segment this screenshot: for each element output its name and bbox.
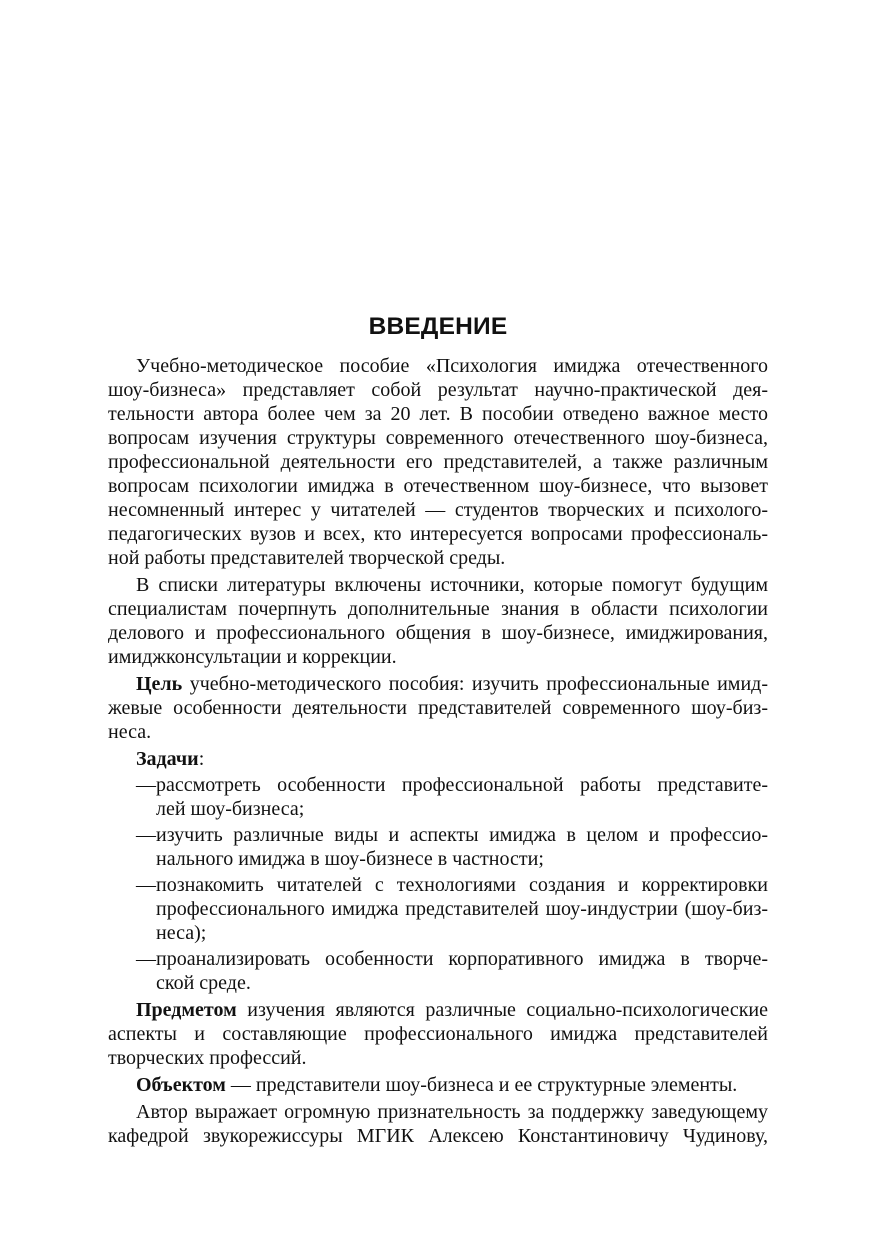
- object-text: — представители шоу-бизнеса и ее структурные элементы.: [225, 1074, 738, 1096]
- text-line: профессионального имиджа представителей шоу-индустрии (шоу-биз-: [156, 898, 768, 920]
- text-line: неса.: [108, 721, 152, 743]
- paragraph-literature: [108, 573, 768, 669]
- list-dash: —: [136, 774, 156, 796]
- text-line: Учебно-методическое пособие «Психология имиджа отечественного: [136, 355, 768, 377]
- page-title: ВВЕДЕНИЕ: [368, 313, 508, 340]
- text-line: несомненный интерес у читателей — студентов творческих и психолого-: [108, 499, 768, 521]
- text-line: неса);: [156, 922, 207, 944]
- paragraph-object: [108, 1073, 768, 1097]
- text-line: кафедрой звукорежиссуры МГИК Алексею Константиновичу Чудинову,: [108, 1125, 768, 1147]
- list-item: [108, 773, 768, 821]
- text-line: [108, 998, 768, 1022]
- text-line: тельности автора более чем за 20 лет. В пособии отведено важное место: [108, 403, 768, 425]
- list-dash: —: [136, 874, 156, 896]
- text-line: нального имиджа в шоу-бизнесе в частности;: [156, 848, 544, 870]
- text-line: проанализировать особенности корпоративного имиджа в творче-: [156, 948, 768, 970]
- text-line: ской среде.: [156, 972, 251, 994]
- tasks-colon: :: [198, 748, 205, 770]
- paragraph-thanks: [108, 1100, 768, 1148]
- text-line: [108, 672, 768, 696]
- text-line: имиджконсультации и коррекции.: [108, 646, 397, 668]
- page-content: [108, 312, 768, 1151]
- paragraph-intro: [108, 354, 768, 570]
- list-item: [108, 823, 768, 871]
- text-line: специалистам почерпнуть дополнительные знания в области психологии: [108, 598, 768, 620]
- text-line: жевые особенности деятельности представителей современного шоу-биз-: [108, 697, 768, 719]
- text-line: вопросам изучения структуры современного отечественного шоу-бизнеса,: [108, 427, 768, 449]
- list-dash: —: [136, 948, 156, 970]
- text-line: делового и профессионального общения в шоу-бизнесе, имиджирования,: [108, 622, 768, 644]
- text-line: аспекты и составляющие профессионального имиджа представителей: [108, 1023, 768, 1045]
- text-line: вопросам психологии имиджа в отечественном шоу-бизнесе, что вызовет: [108, 475, 768, 497]
- subject-label: Предметом: [136, 999, 237, 1021]
- text-line: профессиональной деятельности его представителей, а также различным: [108, 451, 768, 473]
- text-line: ной работы представителей творческой среды.: [108, 547, 506, 569]
- tasks-label: Задачи: [136, 748, 199, 770]
- body-text: [108, 354, 768, 1148]
- text-line: познакомить читателей с технологиями создания и корректировки: [156, 874, 768, 896]
- text-line: творческих профессий.: [108, 1047, 307, 1069]
- text-line: Автор выражает огромную признательность за поддержку заведующему: [136, 1101, 768, 1123]
- text-line: [108, 747, 768, 771]
- text-line: шоу-бизнеса» представляет собой результат научно-практической дея-: [108, 379, 768, 401]
- text-line: В списки литературы включены источники, которые помогут будущим: [136, 574, 768, 596]
- list-dash: —: [136, 824, 156, 846]
- text-line: педагогических вузов и всех, кто интересуется вопросами профессиональ-: [108, 523, 768, 545]
- text-line: [108, 1073, 768, 1097]
- text-line: изучить различные виды и аспекты имиджа в целом и профессио-: [156, 824, 768, 846]
- paragraph-goal: [108, 672, 768, 744]
- text-line: лей шоу-бизнеса;: [156, 798, 305, 820]
- goal-label: Цель: [136, 673, 183, 695]
- goal-text: учебно-методического пособия: изучить профессиональные имид-: [182, 673, 768, 695]
- tasks-heading: [108, 747, 768, 771]
- list-item: [108, 947, 768, 995]
- text-line: рассмотреть особенности профессиональной работы представите-: [156, 774, 768, 796]
- subject-text: изучения являются различные социально-психологические: [236, 999, 768, 1021]
- object-label: Объектом: [136, 1074, 226, 1096]
- list-item: [108, 873, 768, 945]
- paragraph-subject: [108, 998, 768, 1070]
